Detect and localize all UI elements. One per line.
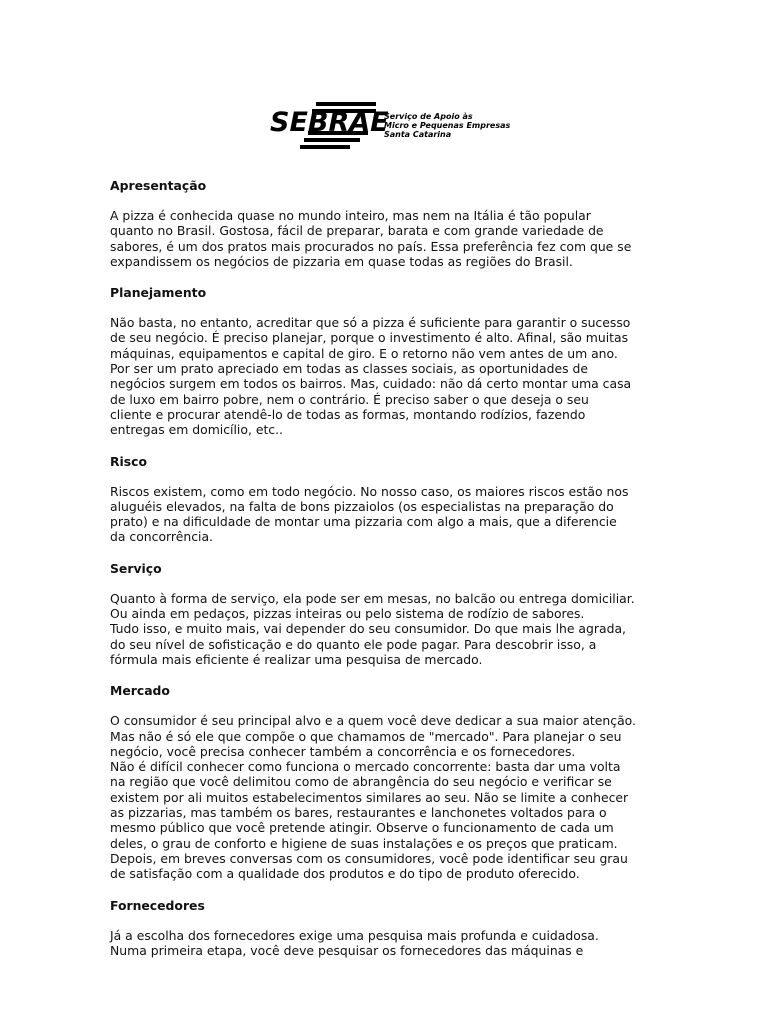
section-heading: Apresentação [110,178,207,193]
logo-subtitle [384,112,510,139]
section-heading: Mercado [110,683,170,699]
paragraph-line: Numa primeira etapa, você deve pesquisar os fornecedores das máquinas e [110,942,584,958]
logo-subtitle-line: Santa Catarina [384,130,452,139]
paragraph-line: Tudo isso, e muito mais, vai depender do seu consumidor. Do que mais lhe agrada, [110,621,626,637]
logo-subtitle-line: Micro e Pequenas Empresas [384,121,511,130]
paragraph-line: Riscos existem, como em todo negócio. No nosso caso, os maiores riscos estão nos [110,483,629,499]
paragraph-line: na região que você delimitou como de abrangência do seu negócio e verificar se [110,774,612,790]
sebrae-logo [268,100,511,152]
section [110,561,670,667]
paragraph-line: de seu negócio. É preciso planejar, porque o investimento é alto. Afinal, são muitas [110,330,629,346]
section-heading: Serviço [110,560,162,576]
paragraph-line: negócios surgem em todos os bairros. Mas, cuidado: não dá certo montar uma casa [110,376,632,392]
section-paragraph [110,713,670,881]
section-paragraph [110,315,670,437]
logo-wordmark: SEBRAE [270,107,389,138]
section [110,285,670,437]
paragraph-line: máquinas, equipamentos e capital de giro. E o retorno não vem antes de um ano. [110,345,618,361]
document-body [110,178,670,974]
paragraph-line: entregas em domicílio, etc.. [110,422,283,438]
paragraph-line: do seu nível de sofisticação e do quanto ele pode pagar. Para descobrir isso, a [110,636,597,652]
section [110,178,670,269]
section [110,898,670,959]
paragraph-line: Quanto à forma de serviço, ela pode ser em mesas, no balcão ou entrega domiciliar. [110,590,635,606]
paragraph-line: O consumidor é seu principal alvo e a quem você deve dedicar a sua maior atenção. [110,713,636,729]
paragraph-line: as pizzarias, mas também os bares, restaurantes e lanchonetes voltados para o [110,805,607,821]
paragraph-line: de satisfação com a qualidade dos produtos e do tipo de produto oferecido. [110,866,580,882]
section-heading: Planejamento [110,285,207,301]
paragraph-line: prato) e na dificuldade de montar uma pizzaria com algo a mais, que a diferencie [110,514,617,530]
paragraph-line: de luxo em bairro pobre, nem o contrário. É preciso saber o que deseja o seu [110,391,589,407]
section-paragraph [110,591,670,667]
section-heading: Risco [110,453,148,469]
paragraph-line: da concorrência. [110,529,213,545]
paragraph-line: Não basta, no entanto, acreditar que só a pizza é suficiente para garantir o sucesso [110,315,631,331]
paragraph-line: Ou ainda em pedaços, pizzas inteiras ou pelo sistema de rodízio de sabores. [110,606,585,622]
paragraph-line: Por ser um prato apreciado em todas as classes sociais, as oportunidades de [110,361,588,377]
paragraph-line: fórmula mais eficiente é realizar uma pesquisa de mercado. [110,651,483,667]
paragraph-line: Depois, em breves conversas com os consumidores, você pode identificar seu grau [110,850,628,866]
paragraph-line: quanto no Brasil. Gostosa, fácil de preparar, barata e com grande variedade de [110,223,604,239]
paragraph-line: mesmo público que você pretende atingir. Observe o funcionamento de cada um [110,820,614,836]
paragraph-line: Não é difícil conhecer como funciona o mercado concorrente: basta dar uma volta [110,759,621,775]
section [110,683,670,881]
section-paragraph [110,928,670,959]
section [110,454,670,545]
logo-subtitle-line: Serviço de Apoio às [384,112,473,121]
paragraph-line: Já a escolha dos fornecedores exige uma pesquisa mais profunda e cuidadosa. [110,927,599,943]
paragraph-line: expandissem os negócios de pizzaria em quase todas as regiões do Brasil. [110,253,573,269]
paragraph-line: cliente e procurar atendê-lo de todas as formas, montando rodízios, fazendo [110,406,586,422]
paragraph-line: aluguéis elevados, na falta de bons pizzaiolos (os especialistas na preparação do [110,498,614,514]
paragraph-line: sabores, é um dos pratos mais procurados no país. Essa preferência fez com que se [110,238,632,254]
paragraph-line: deles, o grau de conforto e higiene de suas instalações e os preços que praticam. [110,835,618,851]
paragraph-line: existem por ali muitos estabelecimentos similares ao seu. Não se limite a conhecer [110,789,629,805]
section-paragraph [110,484,670,545]
section-heading: Fornecedores [110,897,205,913]
paragraph-line: A pizza é conhecida quase no mundo inteiro, mas nem na Itália é tão popular [110,208,591,223]
paragraph-line: negócio, você precisa conhecer também a concorrência e os fornecedores. [110,743,576,759]
section-paragraph [110,208,670,269]
paragraph-line: Mas não é só ele que compõe o que chamamos de "mercado". Para planejar o seu [110,728,622,744]
